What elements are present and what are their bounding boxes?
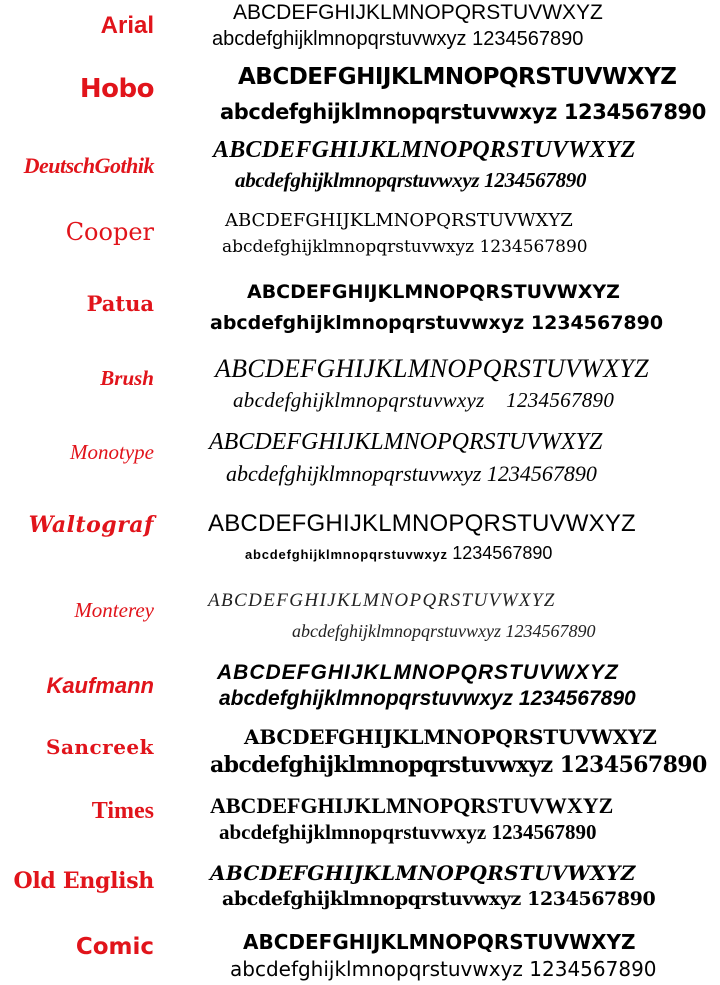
lowercase-sample [210,312,663,334]
lowercase-sample [226,461,597,487]
lowercase-letters: abcdefghijklmnopqrstuvwxyz [212,28,467,50]
lowercase-sample [210,752,707,778]
uppercase-sample: ABCDEFGHIJKLMNOPQRSTUVWXYZ [244,725,657,749]
font-name: Arial [100,12,154,39]
lowercase-sample [222,888,655,910]
lowercase-letters: abcdefghijklmnopqrstuvwxyz [235,168,480,192]
lowercase-letters: abcdefghijklmnopqrstuvwxyz [245,547,448,562]
lowercase-sample [219,820,596,845]
font-name: Old English [13,868,154,894]
uppercase-sample: ABCDEFGHIJKLMNOPQRSTUVWXYZ [208,590,556,611]
digits: 1234567890 [518,687,636,710]
uppercase-sample: ABCDEFGHIJKLMNOPQRSTUVWXYZ [243,930,636,954]
lowercase-sample [235,168,586,193]
font-name: Kaufmann [46,673,154,698]
font-name: Monterey [74,598,154,622]
lowercase-sample [292,621,595,642]
uppercase-sample: ABCDEFGHIJKLMNOPQRSTUVWXYZ [209,429,603,455]
digits: 1234567890 [559,752,707,778]
uppercase-sample: ABCDEFGHIJKLMNOPQRSTUVWXYZ [238,64,677,90]
font-name: Comic [75,934,154,960]
lowercase-letters: abcdefghijklmnopqrstuvwxyz [219,820,487,844]
digits: 1234567890 [505,621,596,641]
lowercase-sample [220,100,706,124]
uppercase-sample: ABCDEFGHIJKLMNOPQRSTUVWXYZ [208,510,636,537]
lowercase-letters: abcdefghijklmnopqrstuvwxyz [292,621,501,641]
font-name: Patua [86,291,154,316]
lowercase-sample [212,28,583,51]
lowercase-letters: abcdefghijklmnopqrstuvwxyz [220,100,557,124]
uppercase-sample: ABCDEFGHIJKLMNOPQRSTUVWXYZ [215,354,649,383]
digits: 1234567890 [486,461,597,486]
lowercase-sample [233,388,614,413]
lowercase-letters: abcdefghijklmnopqrstuvwxyz [226,461,482,486]
lowercase-letters: abcdefghijklmnopqrstuvwxyz [219,687,514,710]
digits: 1234567890 [452,543,553,563]
font-name: Sancreek [46,735,154,759]
uppercase-sample: ABCDEFGHIJKLMNOPQRSTUVWXYZ [225,210,573,231]
digits: 1234567890 [527,888,656,910]
digits: 1234567890 [563,100,706,124]
uppercase-sample: ABCDEFGHIJKLMNOPQRSTUVWXYZ [213,137,636,163]
digits: 1234567890 [479,237,588,257]
lowercase-sample [245,543,552,564]
uppercase-sample: ABCDEFGHIJKLMNOPQRSTUVWXYZ [247,281,620,303]
font-name: Brush [100,366,154,390]
digits: 1234567890 [530,312,664,334]
font-name: Times [91,798,154,824]
font-name: Waltograf [28,512,154,538]
uppercase-sample: ABCDEFGHIJKLMNOPQRSTUVWXYZ [210,861,636,885]
lowercase-sample [219,687,636,711]
lowercase-letters: abcdefghijklmnopqrstuvwxyz [210,312,525,334]
uppercase-sample: ABCDEFGHIJKLMNOPQRSTUVWXYZ [233,1,603,24]
lowercase-letters: abcdefghijklmnopqrstuvwxyz [230,957,523,981]
lowercase-sample [230,957,657,981]
font-name: Monotype [70,440,154,464]
lowercase-sample [222,237,588,257]
font-name: Cooper [65,218,154,246]
lowercase-letters: abcdefghijklmnopqrstuvwxyz [222,237,475,257]
lowercase-letters: abcdefghijklmnopqrstuvwxyz [233,388,485,412]
digits: 1234567890 [484,168,587,192]
font-name: Hobo [79,74,154,104]
uppercase-sample: ABCDEFGHIJKLMNOPQRSTUVWXYZ [217,661,619,684]
uppercase-sample: ABCDEFGHIJKLMNOPQRSTUVWXYZ [210,793,614,818]
digits: 1234567890 [506,388,615,412]
lowercase-letters: abcdefghijklmnopqrstuvwxyz [210,752,553,778]
font-name: DeutschGothik [23,153,154,178]
lowercase-letters: abcdefghijklmnopqrstuvwxyz [222,888,521,910]
digits: 1234567890 [529,957,657,981]
digits: 1234567890 [472,28,584,50]
digits: 1234567890 [491,820,597,844]
